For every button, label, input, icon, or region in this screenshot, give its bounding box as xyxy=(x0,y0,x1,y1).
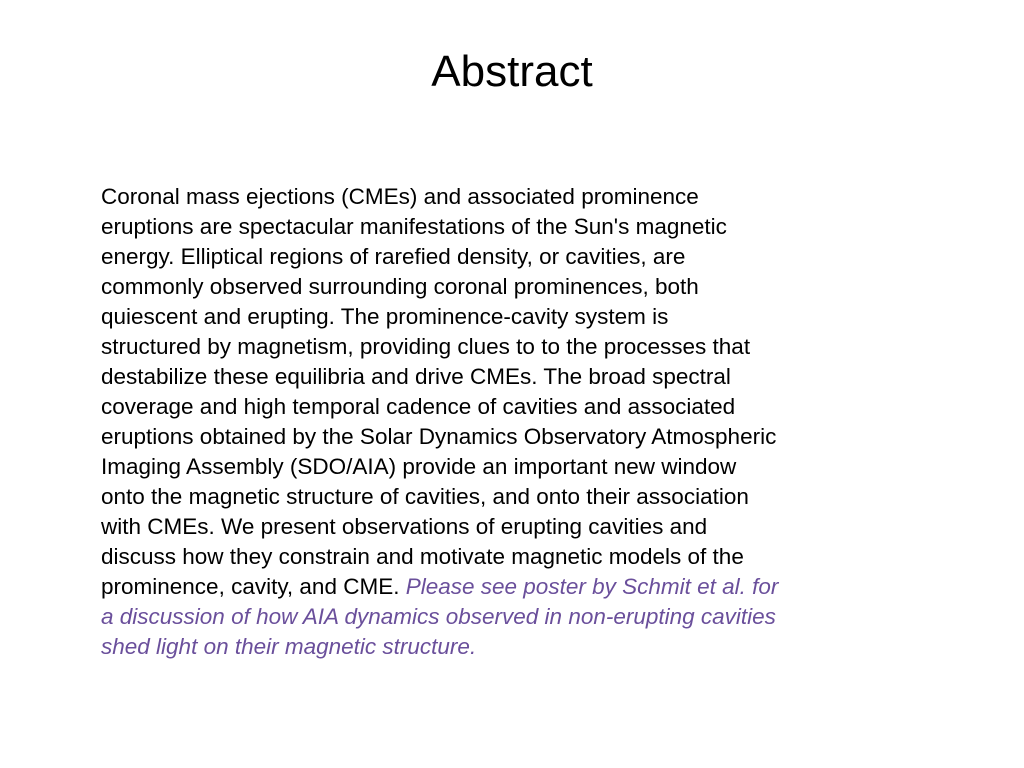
poster-note: Please see poster by Schmit et al. for a discussion of how AIA dynamics observed in non-erupting cavities shed light on their magnetic structure. xyxy=(101,574,779,659)
abstract-paragraph xyxy=(101,182,973,662)
abstract-text: Coronal mass ejections (CMEs) and associated prominence eruptions are spectacular manifestations of the Sun's magnetic energy. Elliptical regions of rarefied density, or cavities, are commonly observed surrounding coronal prominences, both quiescent and erupting. The prominence-cavity system is structured by magnetism, providing clues to to the processes that destabilize these equilibria and drive CMEs. The broad spectral coverage and high temporal cadence of cavities and associated eruptions obtained by the Solar Dynamics Observatory Atmospheric Imaging Assembly (SDO/AIA) provide an important new window onto the magnetic structure of cavities, and onto their association with CMEs. We present observations of erupting cavities and discuss how they constrain and motivate magnetic models of the prominence, cavity, and CME. xyxy=(101,184,777,599)
slide-title: Abstract xyxy=(431,47,593,96)
